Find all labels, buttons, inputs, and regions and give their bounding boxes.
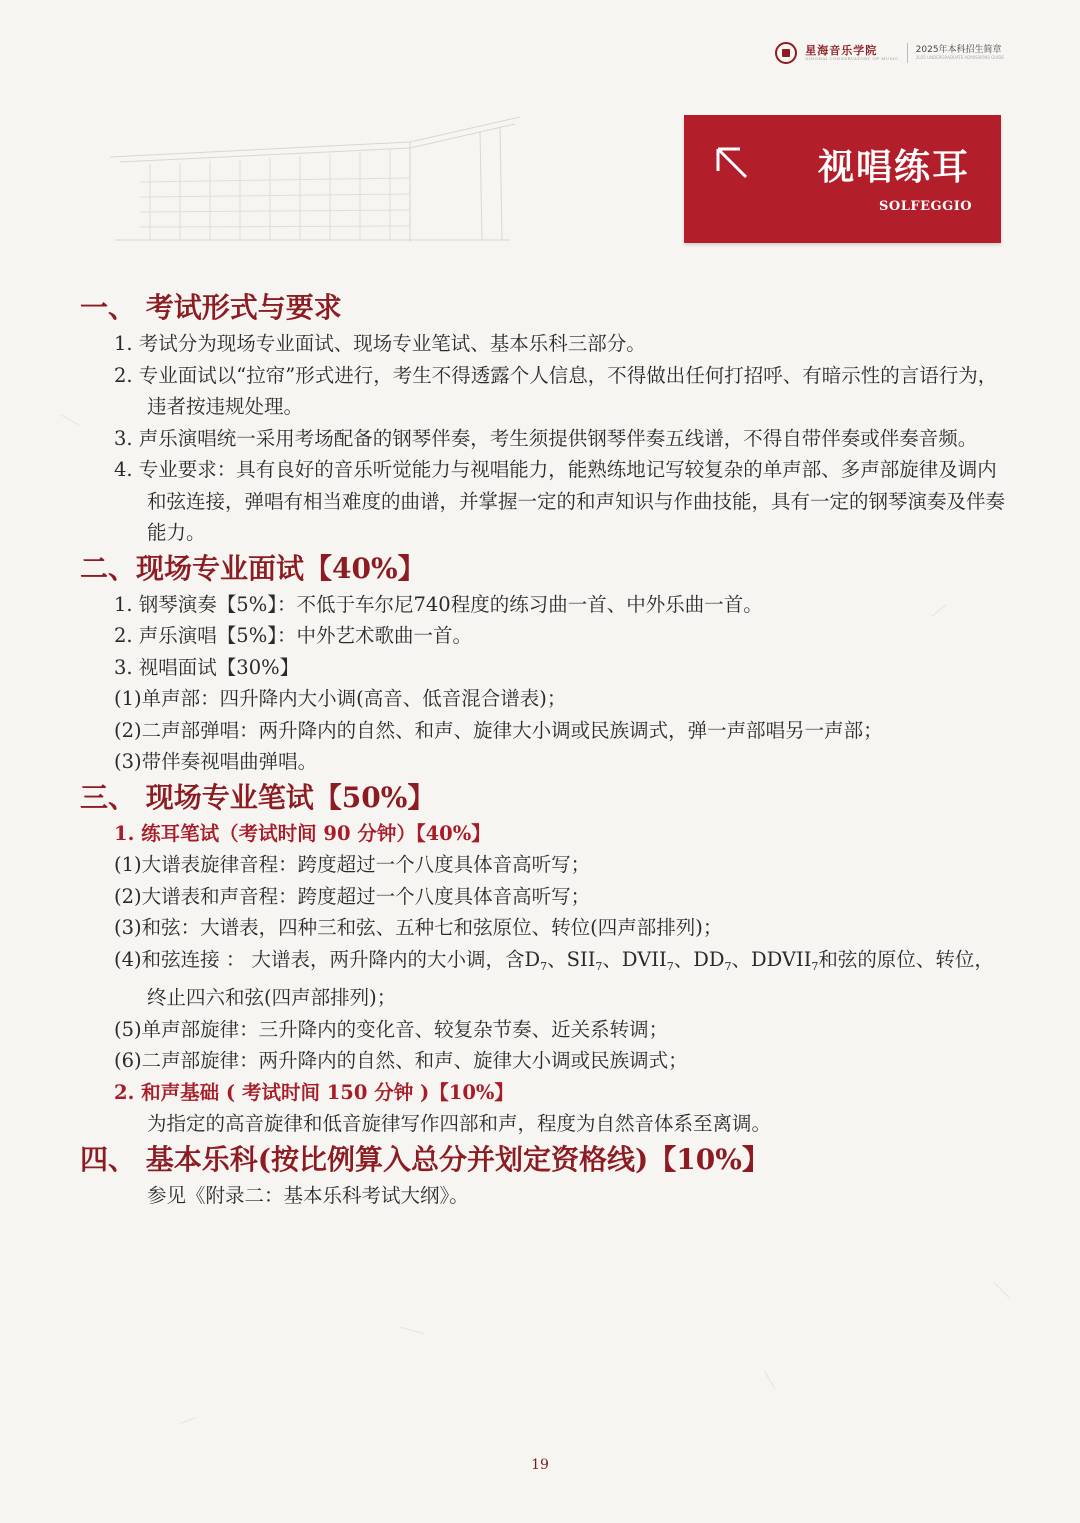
- subheading-ear-training: 1. 练耳笔试（考试时间 90 分钟）【40%】: [114, 821, 491, 845]
- brochure-title-en: 2025 UNDERGRADUATE ADMISSIONS GUIDE: [915, 54, 1004, 60]
- list-item-chord-progression: [80, 944, 1005, 1014]
- list-item: (3)和弦：大谱表，四种三和弦、五种七和弦原位、转位(四声部排列)；: [114, 916, 723, 939]
- list-item: 1. 考试分为现场专业面试、现场专业笔试、基本乐科三部分。: [114, 332, 646, 355]
- brochure-title: 2025年本科招生简章: [915, 44, 1002, 55]
- chord-sep: 、SII: [547, 947, 596, 971]
- heading-interview: 二、现场专业面试【40%】: [80, 551, 426, 585]
- school-name-en: XINGHAI CONSERVATORY OF MUSIC: [805, 55, 899, 61]
- header-divider: [907, 43, 908, 63]
- school-name: 星海音乐学院: [805, 43, 878, 57]
- brochure-title-block: [916, 46, 1004, 60]
- list-item: 3. 视唱面试【30%】: [114, 655, 300, 679]
- list-item: 4. 专业要求：具有良好的音乐听觉能力与视唱能力，能熟练地记写较复杂的单声部、多声部旋律及调内和弦连接，弹唱有相当难度的曲谱，并掌握一定的和声知识与作曲技能，具有一定的钢琴演奏及伴奏能力。: [114, 458, 1006, 544]
- main-content: [80, 288, 1005, 1211]
- list-item: 3. 声乐演唱统一采用考场配备的钢琴伴奏，考生须提供钢琴伴奏五线谱，不得自带伴奏或伴奏音频。: [114, 426, 978, 450]
- section-title-box: [684, 115, 1001, 243]
- chord-subscript: 7: [724, 959, 732, 973]
- chord-subscript: 7: [595, 959, 603, 973]
- building-illustration: [110, 112, 530, 247]
- list-item: (2)二声部弹唱：两升降内的自然、和声、旋律大小调或民族调式，弹一声部唱另一声部；: [114, 718, 883, 742]
- page-number: 19: [531, 1457, 549, 1473]
- list-item: 2. 专业面试以“拉帘”形式进行，考生不得透露个人信息，不得做出任何打招呼、有暗示性的言语行为，违者按违规处理。: [114, 363, 998, 418]
- list-item: (5)单声部旋律：三升降内的变化音、较复杂节奏、近关系转调；: [114, 1017, 669, 1041]
- list-item: (1)单声部：四升降内大小调(高音、低音混合谱表)；: [114, 687, 567, 710]
- subheading-harmony: 2. 和声基础 ( 考试时间 150 分钟 )【10%】: [114, 1080, 514, 1104]
- chord-sep: 、DDVII: [731, 947, 812, 971]
- basic-music-reference: 参见《附录二：基本乐科考试大纲》。: [147, 1183, 469, 1207]
- list-item: (6)二声部旋律：两升降内的自然、和声、旋律大小调或民族调式；: [114, 1049, 688, 1072]
- arrow-up-left-icon: [714, 145, 750, 181]
- list-item: (2)大谱表和声音程：跨度超过一个八度具体音高听写；: [114, 884, 591, 908]
- list-item: (1)大谱表旋律音程：跨度超过一个八度具体音高听写；: [114, 853, 591, 876]
- header-logo: [775, 42, 1004, 64]
- chord-subscript: 7: [666, 959, 674, 973]
- heading-written-exam: 三、 现场专业笔试【50%】: [80, 780, 436, 814]
- heading-basic-music: 四、 基本乐科(按比例算入总分并划定资格线)【10%】: [80, 1142, 770, 1176]
- school-name-block: [805, 45, 898, 61]
- chord-subscript: 7: [540, 959, 548, 973]
- list-item: 1. 钢琴演奏【5%】：不低于车尔尼740程度的练习曲一首、中外乐曲一首。: [114, 592, 763, 616]
- chord-text-b: 和弦的原位、转位，终止四六和弦(四声部排列)；: [147, 947, 994, 1009]
- harmony-description: 为指定的高音旋律和低音旋律写作四部和声，程度为自然音体系至离调。: [147, 1112, 772, 1135]
- chord-subscript: 7: [811, 959, 819, 973]
- chord-sep: 、DD: [673, 947, 725, 971]
- heading-exam-format: 一、 考试形式与要求: [80, 291, 342, 324]
- school-seal-icon: [775, 42, 797, 64]
- chord-sep: 、DVII: [602, 947, 667, 971]
- chord-text-a: (4)和弦连接 ： 大谱表，两升降内的大小调，含D: [114, 947, 541, 971]
- section-title: 视唱练耳: [818, 146, 971, 188]
- list-item: 2. 声乐演唱【5%】：中外艺术歌曲一首。: [114, 624, 472, 647]
- section-subtitle: SOLFEGGIO: [879, 199, 973, 214]
- list-item: (3)带伴奏视唱曲弹唱。: [114, 750, 318, 773]
